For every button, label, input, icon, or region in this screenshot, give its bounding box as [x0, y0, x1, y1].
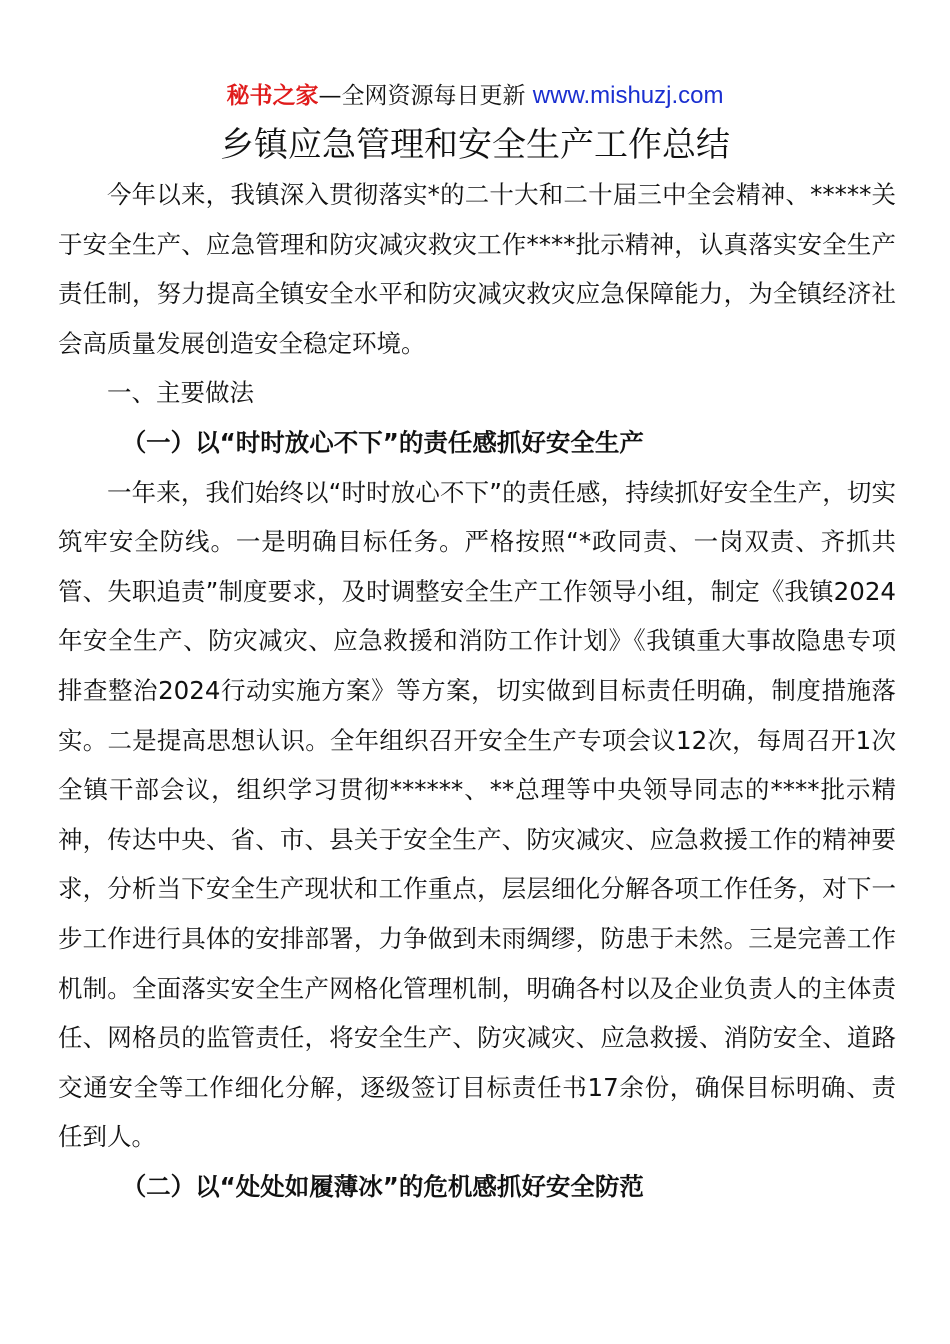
site-header: [0, 80, 950, 112]
header-tagline: —全网资源每日更新: [318, 83, 533, 109]
brand-name: 秘书之家: [226, 83, 319, 109]
section-heading-main-practices: 一、主要做法: [107, 378, 254, 408]
subsection-heading-1: （一）以“时时放心不下”的责任感抓好安全生产: [121, 427, 644, 457]
subsection-heading-2: （二）以“处处如履薄冰”的危机感抓好安全防范: [121, 1171, 644, 1201]
intro-paragraph: 今年以来，我镇深入贯彻落实*的二十大和二十届三中全会精神、*****关于安全生产、应急管理和防灾减灾救灾工作****批示精神，认真落实安全生产责任制，努力提高全镇安全水平和防灾减灾救灾应急保障能力，为全镇经济社会高质量发展创造安全稳定环境。: [58, 180, 896, 358]
subsection-1-paragraph: 一年来，我们始终以“时时放心不下”的责任感，持续抓好安全生产，切实筑牢安全防线。一是明确目标任务。严格按照“*政同责、一岗双责、齐抓共管、失职追责”制度要求，及时调整安全生产工作领导小组，制定《我镇2024年安全生产、防灾减灾、应急救援和消防工作计划》《我镇重大事故隐患专项排查整治2024行动实施方案》等方案，切实做到目标责任明确，制度措施落实。二是提高思想认识。全年组织召开安全生产专项会议12次，每周召开1次全镇干部会议，组织学习贯彻******、**总理等中央领导同志的****批示精神，传达中央、省、市、县关于安全生产、防灾减灾、应急救援工作的精神要求，分析当下安全生产现状和工作重点，层层细化分解各项工作任务，对下一步工作进行具体的安排部署，力争做到未雨绸缪，防患于未然。三是完善工作机制。全面落实安全生产网格化管理机制，明确各村以及企业负责人的主体责任、网格员的监管责任，将安全生产、防灾减灾、应急救援、消防安全、道路交通安全等工作细化分解，逐级签订目标责任书17余份，确保目标明确、责任到人。: [58, 477, 896, 1152]
document-title: 乡镇应急管理和安全生产工作总结: [220, 125, 730, 165]
site-url[interactable]: www.mishuzj.com: [532, 82, 724, 109]
document-body: [58, 170, 896, 1211]
